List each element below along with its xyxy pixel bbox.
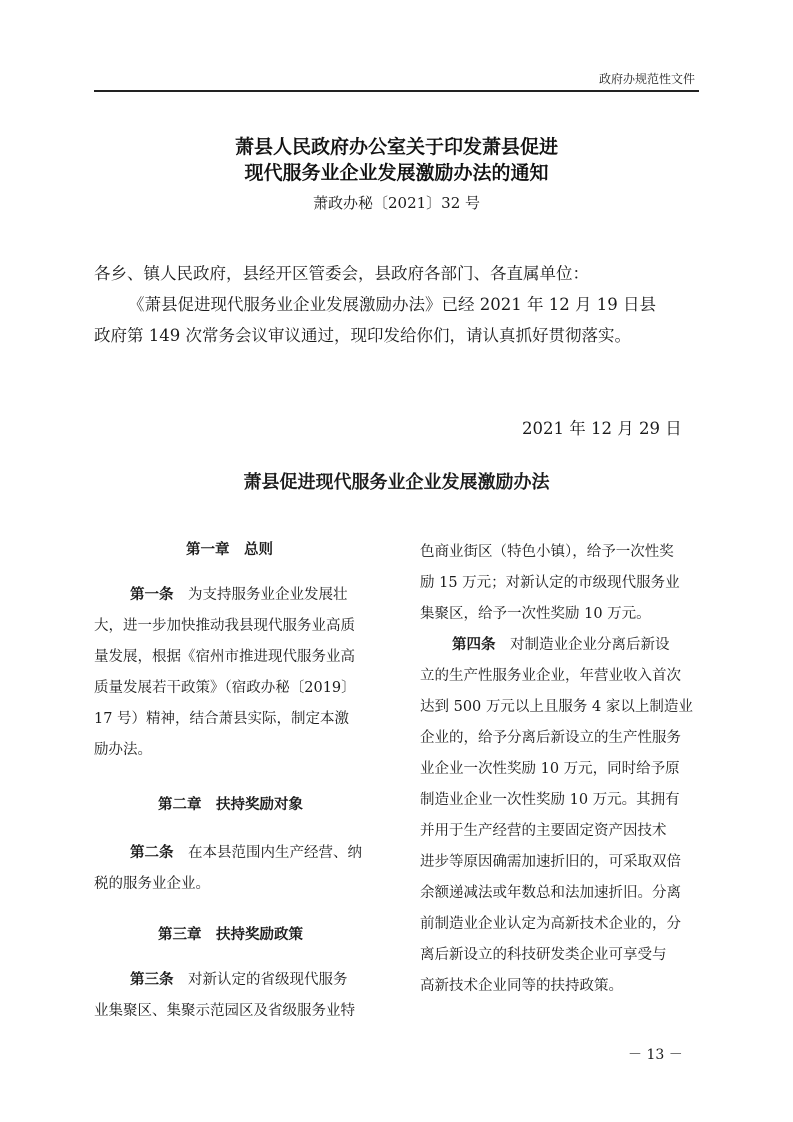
document-number: 萧政办秘〔2021〕32 号 <box>312 194 481 212</box>
article-3-first-line <box>130 965 348 996</box>
document-category-label: 政府办规范性文件 <box>598 72 695 86</box>
article-3-line: 业集聚区、集聚示范园区及省级服务业特 <box>94 1003 355 1019</box>
article-3-continued <box>420 537 680 630</box>
article-3-continued-line: 集聚区，给予一次性奖励 10 万元。 <box>420 606 651 622</box>
article-4-line: 立的生产性服务业企业，年营业收入首次 <box>420 668 681 684</box>
chapter-1-heading: 第一章 总则 <box>186 542 273 558</box>
article-2-line: 在本县范围内生产经营、纳 <box>173 845 362 861</box>
article-4-line: 前制造业企业认定为高新技术企业的，分 <box>420 916 681 932</box>
article-2-line: 税的服务业企业。 <box>94 876 210 892</box>
article-3-label: 第三条 <box>130 972 174 988</box>
article-3-continued-line: 励 15 万元；对新认定的市级现代服务业 <box>420 575 680 591</box>
article-1-text <box>94 611 356 766</box>
article-1-line: 为支持服务业企业发展壮 <box>173 587 348 603</box>
article-2-first-line <box>130 838 362 869</box>
header-divider <box>94 90 699 92</box>
notice-date: 2021 年 12 月 29 日 <box>522 419 682 438</box>
notice-body-line-2: 政府第 149 次常务会议审议通过，现印发给你们，请认真抓好贯彻落实。 <box>94 326 631 345</box>
article-1-line: 量发展，根据《宿州市推进现代服务业高 <box>94 649 355 665</box>
chapter-2-heading: 第二章 扶持奖励对象 <box>158 797 303 813</box>
article-1-line: 17 号）精神，结合萧县实际，制定本激 <box>94 711 350 727</box>
article-4-line: 对制造业企业分离后新设 <box>495 637 670 653</box>
article-4-text <box>420 661 693 1002</box>
article-4-line: 制造业企业一次性奖励 10 万元。其拥有 <box>420 792 680 808</box>
article-2-text <box>94 869 210 900</box>
article-4-line: 高新技术企业同等的扶持政策。 <box>420 978 623 994</box>
article-3-continued-line: 色商业街区（特色小镇），给予一次性奖 <box>420 544 674 560</box>
article-1-label: 第一条 <box>130 587 174 603</box>
notice-title-line-2: 现代服务业企业发展激励办法的通知 <box>244 162 549 184</box>
article-3-line: 对新认定的省级现代服务 <box>173 972 348 988</box>
article-4-line: 业企业一次性奖励 10 万元，同时给予原 <box>420 761 680 777</box>
article-4-line: 并用于生产经营的主要固定资产因技术 <box>420 823 667 839</box>
page-number: － 13 － <box>628 1047 683 1063</box>
article-2-label: 第二条 <box>130 845 174 861</box>
article-4-line: 离后新设立的科技研发类企业可享受与 <box>420 947 667 963</box>
notice-addressee: 各乡、镇人民政府，县经开区管委会，县政府各部门、各直属单位： <box>94 264 589 283</box>
article-4-first-line <box>452 630 670 661</box>
article-4-label: 第四条 <box>452 637 496 653</box>
notice-body-line-1: 《萧县促进现代服务业企业发展激励办法》已经 2021 年 12 月 19 日县 <box>128 295 656 314</box>
article-1-first-line <box>130 580 348 611</box>
article-1-line: 质量发展若干政策》（宿政办秘〔2019〕 <box>94 680 356 696</box>
article-4-line: 进步等原因确需加速折旧的，可采取双倍 <box>420 854 681 870</box>
article-3-text <box>94 996 355 1027</box>
article-4-line: 余额递减法或年数总和法加速折旧。分离 <box>420 885 681 901</box>
article-1-line: 励办法。 <box>94 742 152 758</box>
chapter-3-heading: 第三章 扶持奖励政策 <box>158 927 303 943</box>
measures-title: 萧县促进现代服务业企业发展激励办法 <box>243 472 550 493</box>
article-1-line: 大，进一步加快推动我县现代服务业高质 <box>94 618 355 634</box>
notice-title-line-1: 萧县人民政府办公室关于印发萧县促进 <box>234 136 558 158</box>
article-4-line: 达到 500 万元以上且服务 4 家以上制造业 <box>420 699 693 715</box>
article-4-line: 企业的，给予分离后新设立的生产性服务 <box>420 730 681 746</box>
